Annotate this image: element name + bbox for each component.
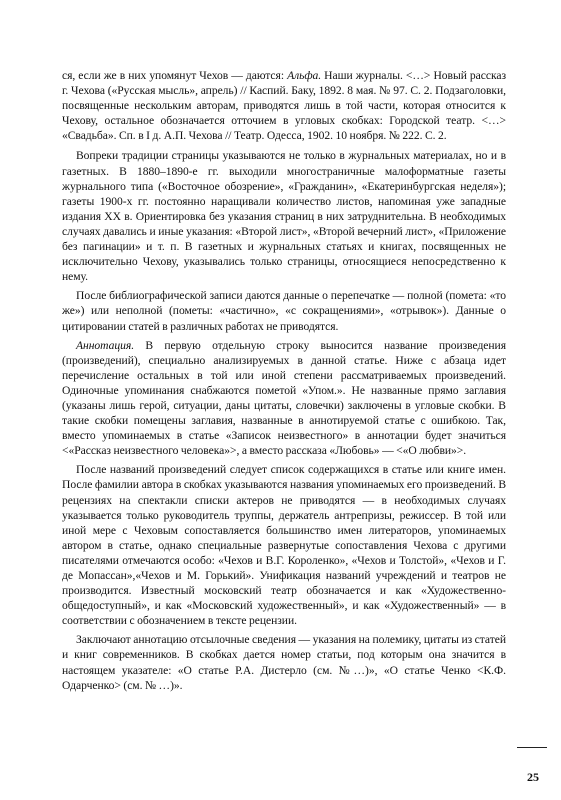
paragraph-references: Заключают аннотацию отсылочные сведения — указания на полемику, цитаты из статей и книг современников. В скобках дается номер статьи, под которым она значится в настоящем указателе: «О статье Р.А. Дистерло (см. №…)», «О статье Ченко <К.Ф. Одарченко> (см. № …)». (62, 633, 506, 692)
paragraph-text-rest: Наши журналы. <…> Новый рассказ г. Чехова («Русская мысль», апрель) // Каспий. Баку, 1892. 8 мая. № 97. С. 2. Подзаголовки, посвященные нескольким авторам, приводятся лишь в той части, которая относится к Чехову, остальное обозначается отточием в угловых скобках: Городской театр. <…> «Свадьба». Сп. в I д. А.П. Чехова // Театр. Одесса, 1902. 10 ноября. № 222. С. 2. (62, 69, 506, 143)
paragraph-pages: Вопреки традиции страницы указываются не только в журнальных материалах, но и в газетных. В 1880–1890-е гг. выходили многостраничные малоформатные газеты журнального типа («Восточное обозрение», «Гражданин», «Екатеринбургская неделя»); газеты 1900-х гг. постоянно наращивали количество листов, напоминая уже западные издания ХХ в. Ориентировка без указания страниц в них затруднительна. В необходимых случаях давались и иные указания: «Второй лист», «Второй вечерний лист», «Приложение без пагинации» и т. п. В газетных и журнальных статьях и книгах, посвященных не исключительно Чехову, указывались только страницы, относящиеся непосредственно к нему. (62, 149, 506, 284)
paragraph-continuation (62, 68, 506, 143)
footnote-rule (517, 747, 547, 748)
paragraph-names: После названий произведений следует список содержащихся в статье или книге имен. После фамилии автора в скобках указываются названия упоминаемых его произведений. В рецензиях на спектакли списки актеров не приводятся — в необходимых случаях указывается только руководитель труппы, держатель антрепризы, режиссер. В той или иной мере с Чеховым сопоставляется большинство имен литераторов, упоминаемых автором в статье, однако специальные развернутые сопоставления Чехова с другими писателями отмечаются особо: «Чехов и В.Г. Короленко», «Чехов и Толстой», «Чехов и Г. де Мопассан»,«Чехов и М. Горький». Унификация названий учреждений и театров не производится. Известный московский театр обозначается и как «Художественно-общедоступный», и как «Московский художественный», и как «Художественный» — в соответствии с обозначением в тексте рецензии. (62, 463, 506, 628)
annotation-text: В первую отдельную строку выносится название произведения (произведений), специально анализируемых в данной статье. Ниже с абзаца идет перечисление остальных в той или иной степени рассматриваемых произведений. Одиночные упоминания снабжаются пометой «Упом.». Не названные прямо заглавия (указаны лишь герой, ситуации, даны цитаты, словечки) заключены в угловые скобки. В такие скобки помещены заглавия, названные в аннотируемой статье с ошибкою. Так, вместо упоминаемых в статье «Записок неизвестного» в аннотации будет значиться <«Рассказ неизвестного человека»>, а вместо рассказа «Любовь» — <«О любви»>. (62, 338, 506, 458)
italic-source-name: Альфа. (287, 69, 322, 82)
annotation-heading: Аннотация. (76, 338, 135, 352)
paragraph-annotation (62, 338, 506, 459)
page-number: 25 (527, 770, 539, 784)
paragraph-text: ся, если же в них упомянут Чехов — даются: (62, 69, 288, 82)
page-body (62, 68, 506, 693)
paragraph-reprint: После библиографической записи даются данные о перепечатке — полной (помета: «то же») или неполной (пометы: «частично», «с сокращениями», «отрывок»). Данные о цитировании статей в различных работах не приводятся. (62, 289, 506, 333)
